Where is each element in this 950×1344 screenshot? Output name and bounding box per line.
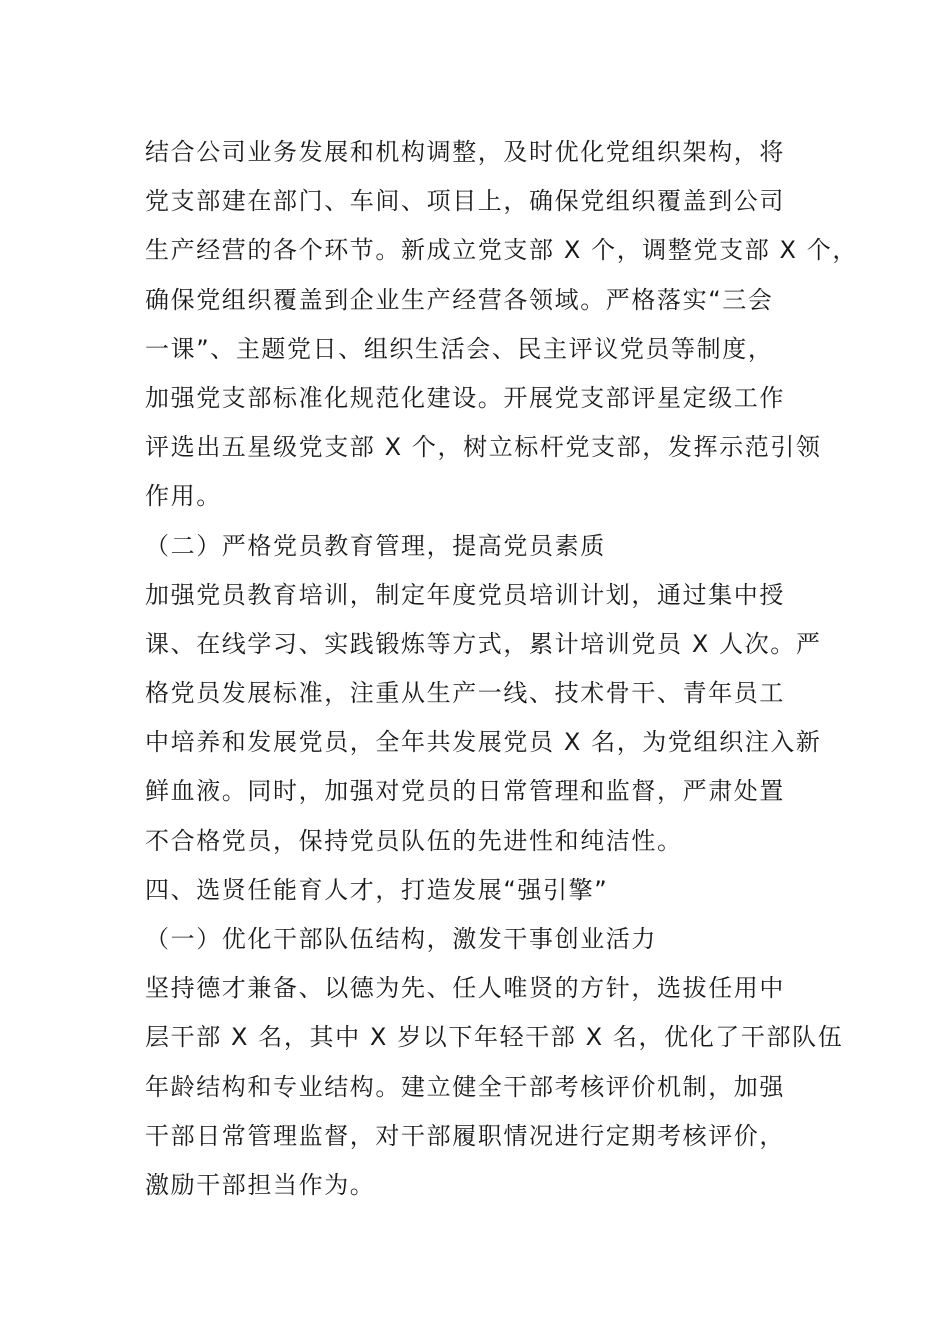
text-line: 鲜血液。同时，加强对党员的日常管理和监督，严肃处置: [145, 777, 785, 806]
text-line: 加强党支部标准化规范化建设。开展党支部评星定级工作: [145, 383, 785, 412]
text-line: 生产经营的各个环节。新成立党支部 X 个，调整党支部 X 个，: [145, 236, 858, 265]
document-body: [145, 128, 858, 1210]
text-line: 党支部建在部门、车间、项目上，确保党组织覆盖到公司: [145, 187, 785, 216]
section-heading: （一）优化干部队伍结构，激发干事创业活力: [145, 925, 657, 953]
text-line: 年龄结构和专业结构。建立健全干部考核评价机制，加强: [145, 1072, 785, 1101]
section-heading: （二）严格党员教育管理，提高党员素质: [145, 531, 606, 560]
text-line: 中培养和发展党员，全年共发展党员 X 名，为党组织注入新: [145, 728, 822, 757]
text-line: 确保党组织覆盖到企业生产经营各领域。严格落实“三会: [145, 285, 774, 314]
text-line: 作用。: [145, 482, 222, 511]
text-line: 结合公司业务发展和机构调整，及时优化党组织架构，将: [145, 138, 785, 166]
text-line: 激励干部担当作为。: [145, 1170, 376, 1199]
text-line: 干部日常管理监督，对干部履职情况进行定期考核评价，: [145, 1121, 785, 1150]
text-line: 层干部 X 名，其中 X 岁以下年轻干部 X 名，优化了干部队伍: [145, 1023, 844, 1052]
text-line: 格党员发展标准，注重从生产一线、技术骨干、青年员工: [145, 679, 785, 708]
text-line: 加强党员教育培训，制定年度党员培训计划，通过集中授: [145, 580, 785, 609]
text-line: 评选出五星级党支部 X 个，树立标杆党支部，发挥示范引领: [145, 433, 822, 462]
text-line: 一课”、主题党日、组织生活会、民主评议党员等制度，: [145, 334, 774, 363]
text-line: 坚持德才兼备、以德为先、任人唯贤的方针，选拔任用中: [145, 974, 785, 1003]
text-line: 课、在线学习、实践锻炼等方式，累计培训党员 X 人次。严: [145, 629, 822, 658]
chapter-heading: 四、选贤任能育人才，打造发展“强引擎”: [145, 875, 609, 904]
text-line: 不合格党员，保持党员队伍的先进性和纯洁性。: [145, 826, 683, 855]
